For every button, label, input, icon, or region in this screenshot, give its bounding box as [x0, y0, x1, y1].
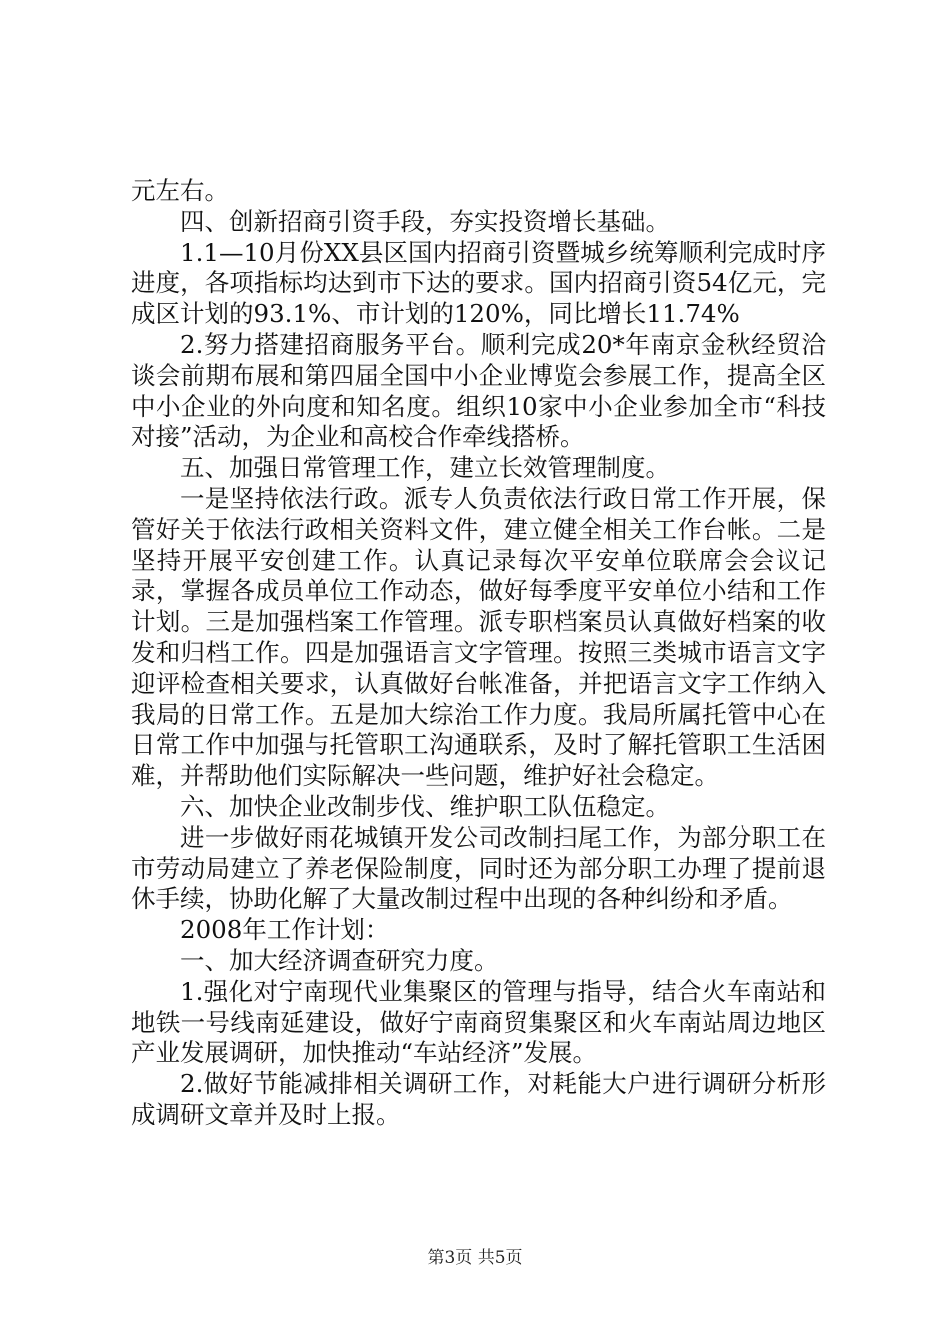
paragraph: 2.做好节能减排相关调研工作，对耗能大户进行调研分析形成调研文章并及时上报。 — [131, 1069, 826, 1129]
paragraph: 1.1—10月份XX县区国内招商引资暨城乡统筹顺利完成时序进度，各项指标均达到市下达的要求。国内招商引资54亿元，完成区计划的93.1%、市计划的120%，同比增长11.74% — [131, 237, 826, 329]
page-number: 第3页 共5页 — [427, 1248, 523, 1268]
section-heading: 四、创新招商引资手段，夯实投资增长基础。 — [180, 206, 670, 236]
section-heading: 六、加快企业改制步伐、维护职工队伍稳定。 — [180, 791, 670, 821]
paragraph: 元左右。 — [131, 176, 229, 205]
paragraph: 1.强化对宁南现代业集聚区的管理与指导，结合火车南站和地铁一号线南延建设，做好宁南商贸集聚区和火车南站周边地区产业发展调研，加快推动“车站经济”发展。 — [131, 976, 826, 1068]
section-heading: 一、加大经济调查研究力度。 — [180, 945, 499, 975]
paragraph: 2.努力搭建招商服务平台。顺利完成20*年南京金秋经贸洽谈会前期布展和第四届全国中小企业博览会参展工作，提高全区中小企业的外向度和知名度。组织10家中小企业参加全市“科技对接”活动，为企业和高校合作牵线搭桥。 — [131, 329, 826, 452]
document-body — [131, 176, 826, 1131]
plan-heading: 2008年工作计划： — [180, 915, 390, 945]
paragraph: 进一步做好雨花城镇开发公司改制扫尾工作，为部分职工在市劳动局建立了养老保险制度，同时还为部分职工办理了提前退休手续，协助化解了大量改制过程中出现的各种纠纷和矛盾。 — [131, 822, 826, 914]
section-heading: 五、加强日常管理工作，建立长效管理制度。 — [180, 453, 670, 483]
paragraph: 一是坚持依法行政。派专人负责依法行政日常工作开展，保管好关于依法行政相关资料文件，建立健全相关工作台帐。二是坚持开展平安创建工作。认真记录每次平安单位联席会会议记录，掌握各成员单位工作动态，做好每季度平安单位小结和工作计划。三是加强档案工作管理。派专职档案员认真做好档案的收发和归档工作。四是加强语言文字管理。按照三类城市语言文字迎评检查相关要求，认真做好台帐准备，并把语言文字工作纳入我局的日常工作。五是加大综治工作力度。我局所属托管中心在日常工作中加强与托管职工沟通联系，及时了解托管职工生活困难，并帮助他们实际解决一些问题，维护好社会稳定。 — [131, 483, 826, 791]
